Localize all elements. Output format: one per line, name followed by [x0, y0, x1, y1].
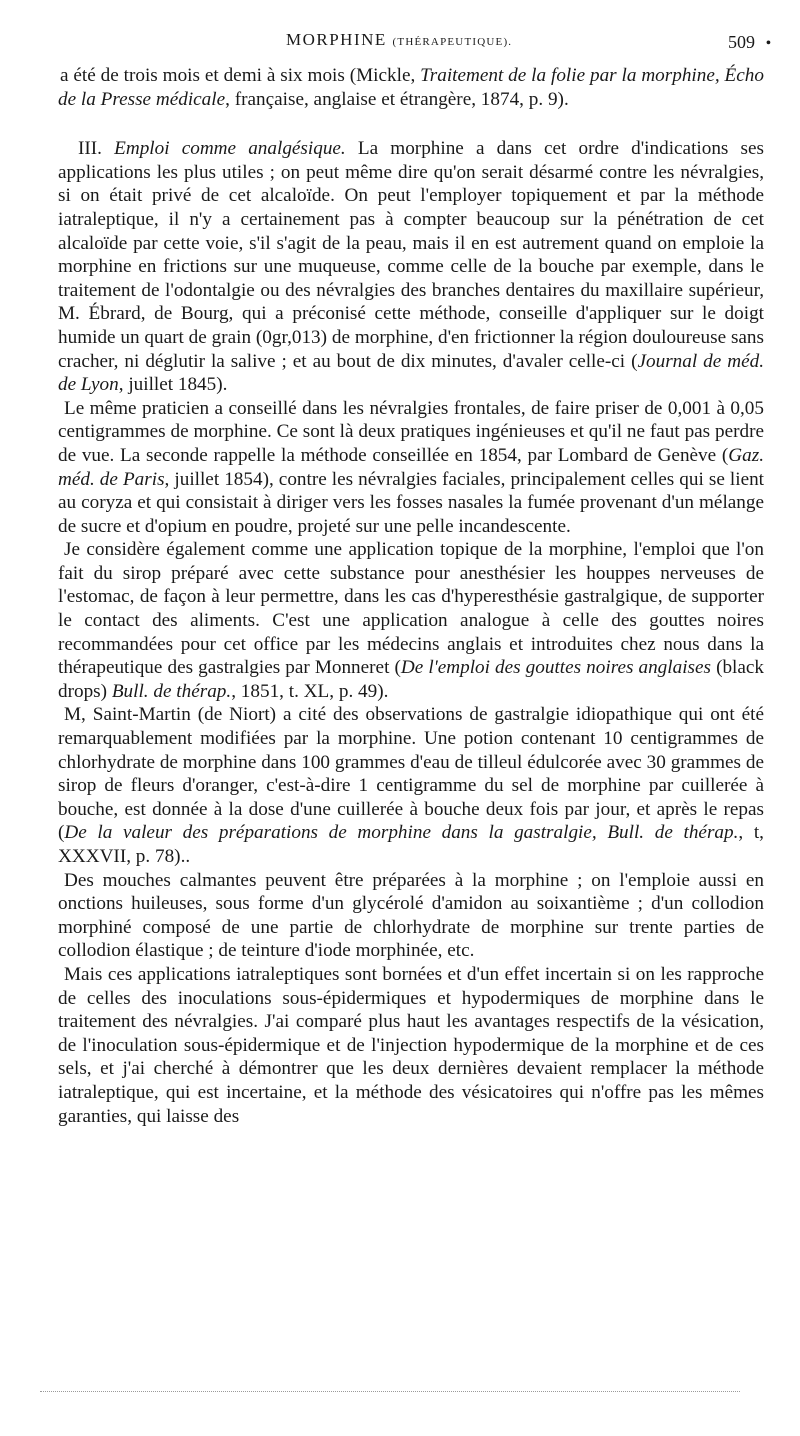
running-title	[286, 30, 512, 50]
text-run: , t, XXXVII, p. 78)..	[58, 822, 764, 867]
text-run: , française, anglaise et étrangère, 1874, p. 9).	[225, 88, 569, 110]
paragraph	[58, 538, 764, 703]
running-title-main: MORPHINE	[286, 30, 387, 49]
paragraph	[58, 703, 764, 868]
text-run: , 1851, t. XL, p. 49).	[231, 680, 389, 702]
running-header	[0, 30, 800, 60]
italic-run: Journal de méd. de Lyon	[58, 350, 764, 396]
text-run: , juillet 1845).	[118, 374, 228, 396]
paragraph	[58, 397, 764, 539]
italic-run: Bull. de thérap.	[111, 680, 232, 702]
text-run: Mais ces applications iatraleptiques sont bornées et d'un effet incertain si on les rapproche de celles des inoculations sous-épidermiques et hypodermiques de morphine dans le traitement des névralgies. J'ai comparé plus haut les avantages respectifs de la vésication, de l'inoculation sous-épidermique et de l'injection hypodermique de la morphine et de ces sels, et j'ai cherché à démontrer que les deux dernières devaient remplacer la méthode iatraleptique, qui est incertaine, et la méthode des vésicatoires qui n'offre pas les mêmes garanties, qui laisse des	[58, 963, 764, 1127]
running-title-subtitle: (THÉRAPEUTIQUE).	[392, 36, 513, 48]
text-run: M, Saint-Martin (de Niort) a cité des observations de gastralgie idiopathique qui ont été remarquablement modifiées par la morphine. Une potion contenant 10 centigrammes de chlorhydrate de morphine dans 100 grammes d'eau de tilleul édulcorée avec 30 grammes de sirop de fleurs d'oranger, c'est-à-dire 1 centigramme du sel de morphine par cuillerée à bouche, est donnée à la dose d'une cuillerée à bouche deux fois par jour, et après le repas (	[58, 704, 764, 844]
text-run: III.	[78, 138, 115, 160]
italic-run: Traitement de la folie par la morphine, Écho de la Presse médicale	[58, 65, 764, 110]
italic-run: Emploi comme analgésique.	[114, 138, 346, 160]
text-run: Des mouches calmantes peuvent être préparées à la morphine ; on l'emploie aussi en onctions huileuses, sous forme d'un glycérolé d'amidon au soixantième ; d'un collodion morphiné composé de une partie de chlorhydrate de morphine sur trente parties de collodion élastique ; de teinture d'iode morphinée, etc.	[58, 869, 764, 962]
paragraph	[58, 869, 764, 963]
page-number: 509	[728, 32, 755, 52]
italic-run: De la valeur des préparations de morphine dans la gastralgie, Bull. de thérap.	[64, 822, 739, 844]
text-run: La morphine a dans cet ordre d'indications ses applications les plus utiles ; on peut même dire qu'on serait désarmé contre les névralgies, si on était privé de cet alcaloïde. On peut l'employer topiquement et par la méthode iatraleptique, il n'y a certainement pas à compter beaucoup sur la pénétration de cet alcaloïde par cette voie, s'il s'agit de la peau, mais il en est autrement quand on emploie la morphine en frictions sur une muqueuse, comme celle de la bouche par exemple, dans le traitement de l'odontalgie ou des névralgies des branches dentaires du maxillaire supérieur, M. Ébrard, de Bourg, qui a préconisé cette méthode, conseille d'appliquer sur le doigt humide un quart de grain (0gr,013) de morphine, d'en frictionner la région douloureuse sans cracher, ni déglutir la salive ; et au bout de dix minutes, d'avaler celle-ci (	[58, 138, 764, 372]
text-run: Je considère également comme une application topique de la morphine, l'emploi que l'on fait du sirop préparé avec cette substance pour anesthésier les houppes nerveuses de l'estomac, de façon à leur permettre, dans les cas d'hyperesthésie gastralgique, de supporter le contact des aliments. C'est une application analogue à celle des gouttes noires recommandées pour cet office par les médecins anglais et introduites chez nous dans la thérapeutique des gastralgies par Monneret (	[58, 539, 764, 679]
italic-run: De l'emploi des gouttes noires anglaises	[400, 657, 711, 679]
paragraph	[58, 963, 764, 1128]
body-text	[58, 64, 764, 1128]
paragraph-continuation	[58, 64, 764, 111]
text-run: (black drops)	[58, 657, 765, 702]
section-iii-paragraph	[58, 137, 764, 397]
text-run: a été de trois mois et demi à six mois (Mickle,	[60, 65, 421, 86]
footer-rule	[40, 1391, 740, 1392]
text-run: Le même praticien a conseillé dans les névralgies frontales, de faire priser de 0,001 à 0,05 centigrammes de morphine. Ce sont là deux pratiques ingénieuses et qu'il ne faut pas perdre de vue. La seconde rappelle la méthode conseillée en 1854, par Lombard de Genève (	[58, 397, 764, 466]
italic-run: Gaz. méd. de Paris	[58, 444, 764, 490]
text-run: , juillet 1854), contre les névralgies faciales, principalement celles qui se lient au coryza et qui consistait à diriger vers les fosses nasales la fumée provenant d'un mélange de sucre et d'opium en poudre, projeté sur une pelle incandescente.	[58, 468, 765, 537]
corner-mark: •	[766, 36, 771, 51]
